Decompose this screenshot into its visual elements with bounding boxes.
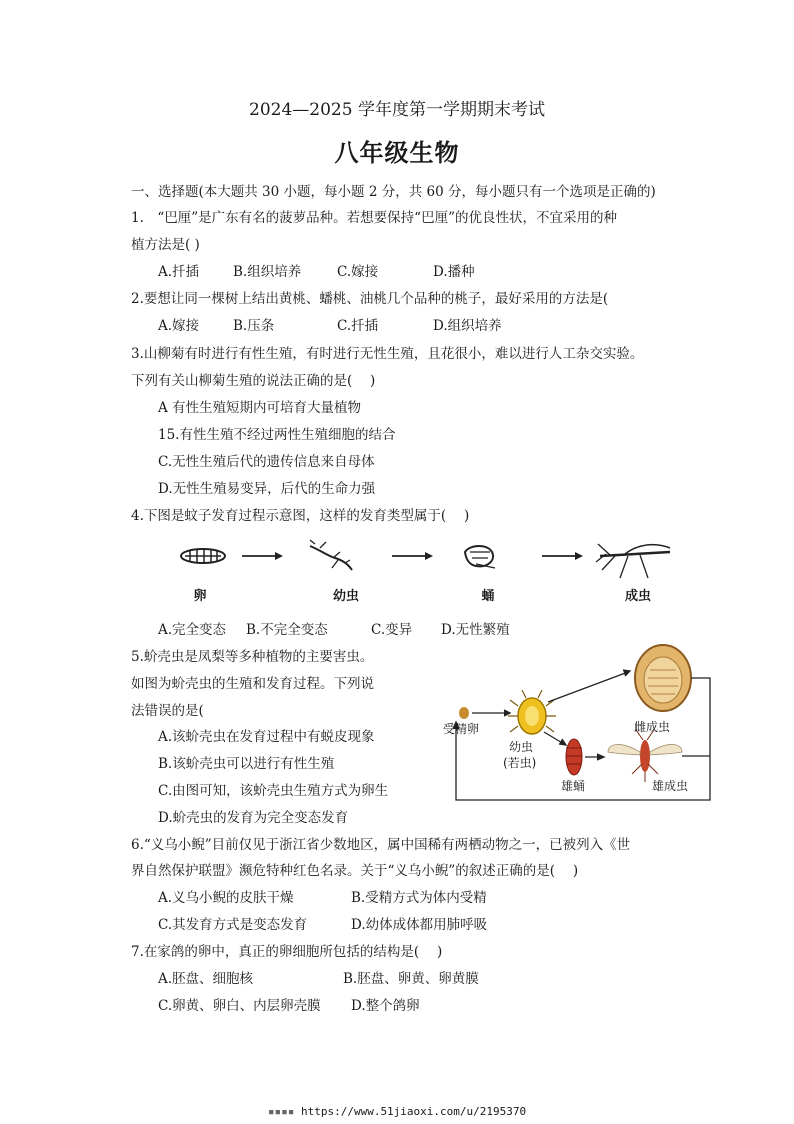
- q4-option-a: A.完全变态: [158, 622, 227, 638]
- stage-label-adult: 成虫: [624, 589, 651, 604]
- diagram-label-larva: 幼虫: [509, 740, 534, 754]
- diagram-label-male-pupa: 雄蛹: [561, 779, 586, 793]
- stage-label-egg: 卵: [193, 589, 207, 604]
- stage-label-pupa: 蛹: [481, 589, 495, 604]
- q2-option-a: A.嫁接: [158, 318, 200, 334]
- q5-option-d: D.蚧壳虫的发育为完全变态发育: [158, 810, 349, 826]
- q6-option-c: C.其发育方式是变态发育: [158, 917, 308, 933]
- q1-option-d: D.播种: [433, 264, 475, 280]
- footer-url[interactable]: [0, 1105, 794, 1118]
- q6-stem-line2: 界自然保护联盟》濒危特种红色名录。关于“义乌小鲵”的叙述正确的是( ): [131, 863, 579, 879]
- q4-stem: 4.下图是蚊子发育过程示意图，这样的发育类型属于( ): [131, 508, 470, 524]
- q4-option-c: C.变异: [371, 622, 413, 638]
- mosquito-lifecycle-figure: [170, 538, 690, 583]
- q3-option-d: D.无性生殖易变异，后代的生命力强: [158, 481, 376, 497]
- q3-option-a: A 有性生殖短期内可培育大量植物: [158, 400, 362, 416]
- q1-stem-line1: 1. “巴厘”是广东有名的菠萝品种。若想要保持“巴厘”的优良性状，不宜采用的种: [131, 210, 617, 226]
- male-adult-icon: [608, 730, 682, 782]
- arrow-3: [542, 552, 583, 560]
- pupa-drawing: [465, 546, 495, 568]
- q4-option-d: D.无性繁殖: [441, 622, 510, 638]
- q6-option-a: A.义乌小鲵的皮肤干燥: [158, 890, 294, 906]
- q5-option-a: A.该蚧壳虫在发育过程中有蜕皮现象: [158, 729, 375, 745]
- q1-stem-line2: 植方法是( ): [131, 237, 200, 253]
- exam-title: 2024—2025 学年度第一学期期末考试: [249, 100, 545, 120]
- q5-stem-line1: 5.蚧壳虫是凤梨等多种植物的主要害虫。: [131, 649, 374, 665]
- q6-stem-line1: 6.“义乌小鲵”目前仅见于浙江省少数地区，属中国稀有两栖动物之一，已被列入《世: [131, 837, 631, 853]
- q7-option-b: B.胚盘、卵黄、卵黄膜: [343, 971, 479, 987]
- q7-option-c: C.卵黄、卵白、内层卵壳膜: [158, 998, 321, 1014]
- q1-option-c: C.嫁接: [337, 264, 379, 280]
- q3-option-c: C.无性生殖后代的遗传信息来自母体: [158, 454, 375, 470]
- diagram-label-female-adult: 雌成虫: [634, 720, 671, 734]
- subject-title: 八年级生物: [334, 139, 460, 167]
- q4-option-b: B.不完全变态: [246, 622, 328, 638]
- q6-option-b: B.受精方式为体内受精: [351, 890, 487, 906]
- diagram-label-male-adult: 雄成虫: [652, 779, 689, 793]
- q2-option-c: C.扦插: [337, 318, 379, 334]
- stage-label-larva: 幼虫: [332, 589, 359, 604]
- diagram-label-larva-sub: (若虫): [503, 756, 537, 770]
- q6-option-d: D.幼体成体都用肺呼吸: [351, 917, 488, 933]
- larva-icon: [508, 690, 556, 734]
- footer-url-text[interactable]: https://www.51jiaoxi.com/u/2195370: [300, 1105, 527, 1118]
- q1-option-b: B.组织培养: [233, 264, 302, 280]
- q3-stem-line2: 下列有关山柳菊生殖的说法正确的是( ): [131, 373, 376, 389]
- q3-stem-line1: 3.山柳菊有时进行有性生殖，有时进行无性生殖，且花很小，难以进行人工杂交实验。: [131, 346, 644, 362]
- larva-drawing: [310, 540, 352, 570]
- q7-option-a: A.胚盘、细胞核: [158, 971, 254, 987]
- egg-drawing: [181, 549, 225, 563]
- q7-option-d: D.整个鸽卵: [351, 998, 420, 1014]
- egg-icon: [459, 707, 469, 719]
- q3-option-b: 15.有性生殖不经过两性生殖细胞的结合: [158, 427, 396, 443]
- q2-stem: 2.要想让同一棵树上结出黄桃、蟠桃、油桃几个品种的桃子，最好采用的方法是(: [131, 291, 609, 307]
- adult-drawing: [596, 544, 670, 578]
- male-pupa-icon: [566, 739, 582, 775]
- q1-option-a: A.扦插: [158, 264, 200, 280]
- q2-option-d: D.组织培养: [433, 318, 502, 334]
- q5-option-c: C.由图可知，该蚧壳虫生殖方式为卵生: [158, 783, 389, 799]
- arrow-1: [242, 552, 283, 560]
- footer-link-icon: ▪▪▪▪: [267, 1105, 301, 1118]
- section-heading: 一、选择题(本大题共 30 小题，每小题 2 分，共 60 分，每小题只有一个选项是正确的): [131, 184, 656, 200]
- q5-option-b: B.该蚧壳虫可以进行有性生殖: [158, 756, 335, 772]
- diagram-label-egg: 受精卵: [443, 722, 480, 736]
- q5-stem-line3: 法错误的是(: [131, 703, 204, 719]
- q7-stem: 7.在家鸽的卵中，真正的卵细胞所包括的结构是( ): [131, 944, 443, 960]
- q5-stem-line2: 如图为蚧壳虫的生殖和发育过程。下列说: [131, 676, 374, 692]
- arrow-2: [392, 552, 433, 560]
- q2-option-b: B.压条: [233, 318, 275, 334]
- female-adult-icon: [635, 645, 691, 711]
